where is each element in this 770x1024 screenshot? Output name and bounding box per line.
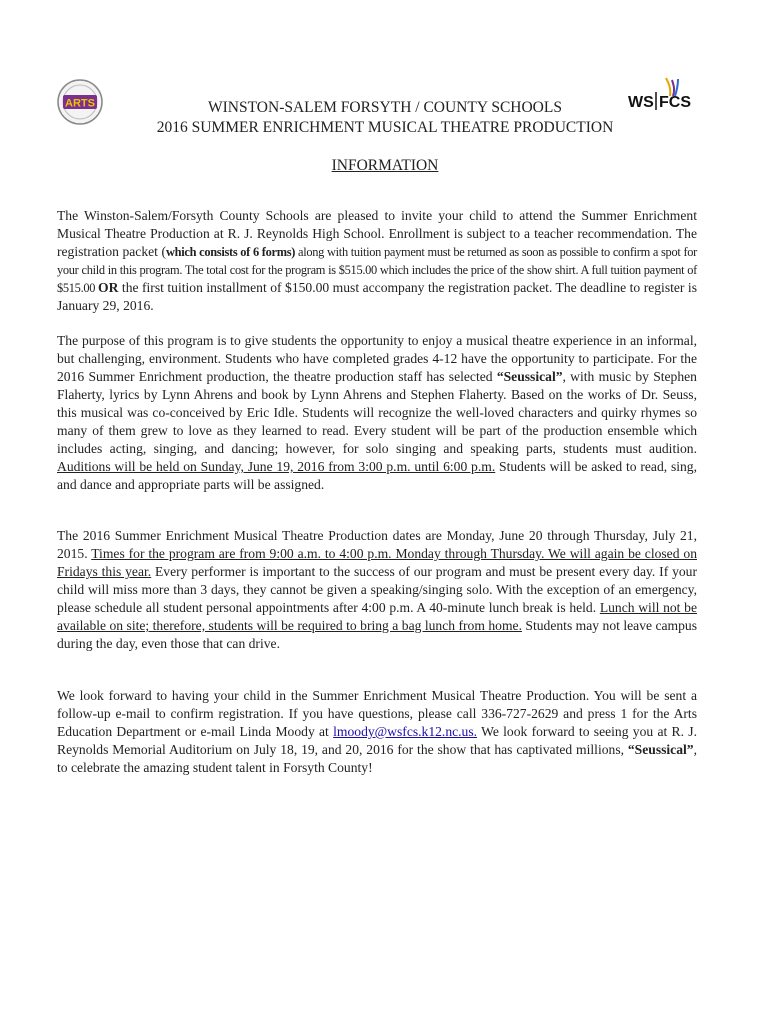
header-information: INFORMATION (331, 157, 439, 174)
p4-text-c: We look forward to seeing you at R. J. Reynolds Memorial Auditorium on July 18, 19, and 20, 2016 for the show that has captivated millions, (57, 724, 697, 757)
p3-text-a: The 2016 Summer Enrichment Musical Theatre Production dates are Monday, June 20 through Thursday, July 21, 2015. (57, 528, 697, 561)
paragraph-purpose (57, 332, 697, 494)
p3-lunch-note: Lunch will not be available on site; therefore, students will be required to bring a bag lunch from home. (57, 600, 697, 633)
p3-text-c: Every performer is important to the success of our program and must be present every day. If your child will miss more than 3 days, they cannot be given a speaking/singing solo. With the exception of an emergency, please schedule all student personal appointments after 4:00 p.m. A 40-minute lunch break is held. (57, 564, 697, 615)
p1-text-a: The Winston-Salem/Forsyth County Schools are pleased to invite your child to attend the Summer Enrichment Musical Theatre Production at R. J. Reynolds High School. Enrollment is subject to a teacher recommendation. The registration packet ( (57, 208, 697, 259)
arts-logo-text: ARTS (65, 97, 95, 110)
p4-show-title: “Seussical” (627, 742, 694, 757)
p1-text-c: along with tuition payment must be returned as soon as possible to confirm a spot for your child in this program. The total cost for the program is $515.00 which includes the price of the show shirt. A full tuition payment of $515.00 (57, 245, 697, 295)
p1-forms-note: which consists of 6 forms) (166, 245, 296, 259)
p2-show-title: “Seussical” (496, 369, 563, 384)
p2-text-e: Students will be asked to read, sing, and dance and appropriate parts will be assigned. (57, 459, 697, 492)
p3-program-times: Times for the program are from 9:00 a.m. to 4:00 p.m. Monday through Thursday. We will again be closed on Fridays this year. (57, 546, 697, 579)
p2-text-a: The purpose of this program is to give students the opportunity to enjoy a musical theatre experience in an informal, but challenging, environment. Students who have completed grades 4-12 have the opportunity to participate. For the 2016 Summer Enrichment production, the theatre production staff has selected (57, 333, 697, 384)
p4-text-a: We look forward to having your child in the Summer Enrichment Musical Theatre Production. You will be sent a follow-up e-mail to confirm registration. If you have questions, please call 336-727-2629 and press 1 for the Arts Education Department or e-mail Linda Moody at (57, 688, 697, 739)
paragraph-dates (57, 527, 697, 653)
wsfcs-logo-fcs: FCS (659, 94, 691, 111)
paragraph-closing (57, 687, 697, 777)
email-link[interactable]: lmoody@wsfcs.k12.nc.us. (333, 724, 478, 739)
header-district: WINSTON-SALEM FORSYTH / COUNTY SCHOOLS (208, 99, 562, 116)
p1-or: OR (98, 280, 119, 295)
p2-text-c: , with music by Stephen Flaherty, lyrics by Lynn Ahrens and book by Lynn Ahrens and Stephen Flaherty. Based on the works of Dr. Seuss, this musical was co-conceived by Eric Idle. Students will recognize the well-loved characters and quirky rhymes so many of them grew to love as they learned to read. Every student will be part of the production ensemble which includes acting, singing, and dancing; however, for solo singing and speaking parts, students must audition. (57, 369, 697, 456)
wsfcs-logo-ws: WS (628, 94, 654, 111)
p4-text-e: , to celebrate the amazing student talent in Forsyth County! (57, 742, 697, 775)
p2-audition-date: Auditions will be held on Sunday, June 19, 2016 from 3:00 p.m. until 6:00 p.m. (57, 459, 496, 474)
p3-text-e: Students may not leave campus during the day, even those that can drive. (57, 618, 697, 651)
p1-text-e: the first tuition installment of $150.00 must accompany the registration packet. The deadline to register is January 29, 2016. (57, 280, 698, 313)
paragraph-intro (57, 207, 697, 315)
header-program: 2016 SUMMER ENRICHMENT MUSICAL THEATRE PRODUCTION (156, 119, 614, 136)
